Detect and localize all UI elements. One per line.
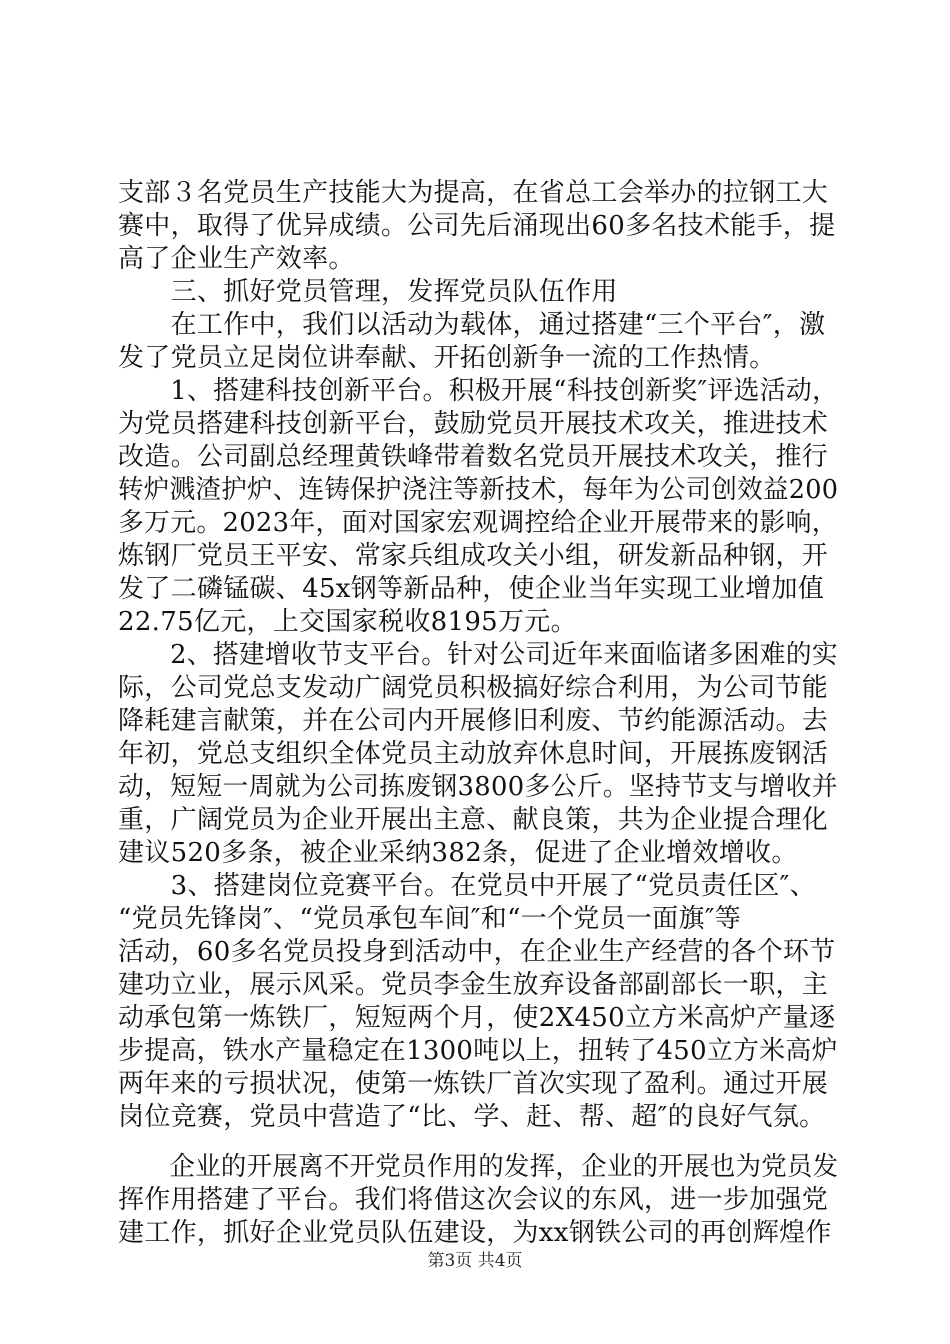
text-line: 发了二磷锰碳、45x钢等新品种，使企业当年实现工业增加值	[118, 574, 825, 604]
text-line: 22.75亿元，上交国家税收8195万元。	[118, 607, 577, 637]
text-line: 建工作，抓好企业党员队伍建设，为xx钢铁公司的再创辉煌作	[118, 1218, 832, 1248]
text-line: 活动，60多名党员投身到活动中，在企业生产经营的各个环节	[118, 937, 836, 967]
text-line: 多万元。2023年，面对国家宏观调控给企业开展带来的影响，	[118, 508, 838, 538]
text-line: 高了企业生产效率。	[118, 244, 355, 274]
text-line: 支部３名党员生产技能大为提高，在省总工会举办的拉钢工大	[118, 178, 829, 208]
text-line: 降耗建言献策，并在公司内开展修旧利废、节约能源活动。去	[118, 706, 829, 736]
text-line: 年初，党总支组织全体党员主动放弃休息时间，开展拣废钢活	[118, 739, 829, 769]
text-line: 1、搭建科技创新平台。积极开展“科技创新奖″评选活动，	[118, 376, 839, 406]
text-line: 际，公司党总支发动广阔党员积极搞好综合利用，为公司节能	[118, 673, 829, 703]
text-line: 建议520多条，被企业采纳382条，促进了企业增效增收。	[118, 838, 798, 868]
text-line: 2、搭建增收节支平台。针对公司近年来面临诸多困难的实	[118, 640, 838, 670]
page-number-footer: 第3页 共4页	[427, 1251, 523, 1271]
text-line: 建功立业，展示风采。党员李金生放弃设备部副部长一职，主	[118, 970, 829, 1000]
text-line: 动，短短一周就为公司拣废钢3800多公斤。坚持节支与增收并	[118, 772, 838, 802]
text-line: 转炉溅渣护炉、连铸保护浇注等新技术，每年为公司创效益200	[118, 475, 839, 505]
text-line: 企业的开展离不开党员作用的发挥，企业的开展也为党员发	[118, 1152, 839, 1182]
text-line: 赛中，取得了优异成绩。公司先后涌现出60多名技术能手，提	[118, 211, 836, 241]
text-line: 岗位竞赛，党员中营造了“比、学、赶、帮、超″的良好气氛。	[118, 1102, 826, 1132]
text-line: 在工作中，我们以活动为载体，通过搭建“三个平台″，激	[118, 310, 826, 340]
text-line: 3、搭建岗位竞赛平台。在党员中开展了“党员责任区″、	[118, 871, 816, 901]
text-line: “党员先锋岗″、“党员承包车间″和“一个党员一面旗″等	[118, 904, 742, 934]
section-heading: 三、抓好党员管理，发挥党员队伍作用	[118, 277, 618, 307]
text-line: 挥作用搭建了平台。我们将借这次会议的东风，进一步加强党	[118, 1185, 829, 1215]
text-line: 发了党员立足岗位讲奉献、开拓创新争一流的工作热情。	[118, 343, 776, 373]
text-line: 为党员搭建科技创新平台，鼓励党员开展技术攻关，推进技术	[118, 409, 829, 439]
text-line: 炼钢厂党员王平安、常家兵组成攻关小组，研发新品种钢，开	[118, 541, 829, 571]
text-line: 改造。公司副总经理黄铁峰带着数名党员开展技术攻关，推行	[118, 442, 829, 472]
text-line: 两年来的亏损状况，使第一炼铁厂首次实现了盈利。通过开展	[118, 1069, 829, 1099]
text-line: 动承包第一炼铁厂，短短两个月，使2X450立方米高炉产量逐	[118, 1003, 836, 1033]
text-line: 重，广阔党员为企业开展出主意、献良策，共为企业提合理化	[118, 805, 829, 835]
text-line: 步提高，铁水产量稳定在1300吨以上，扭转了450立方米高炉	[118, 1036, 838, 1066]
